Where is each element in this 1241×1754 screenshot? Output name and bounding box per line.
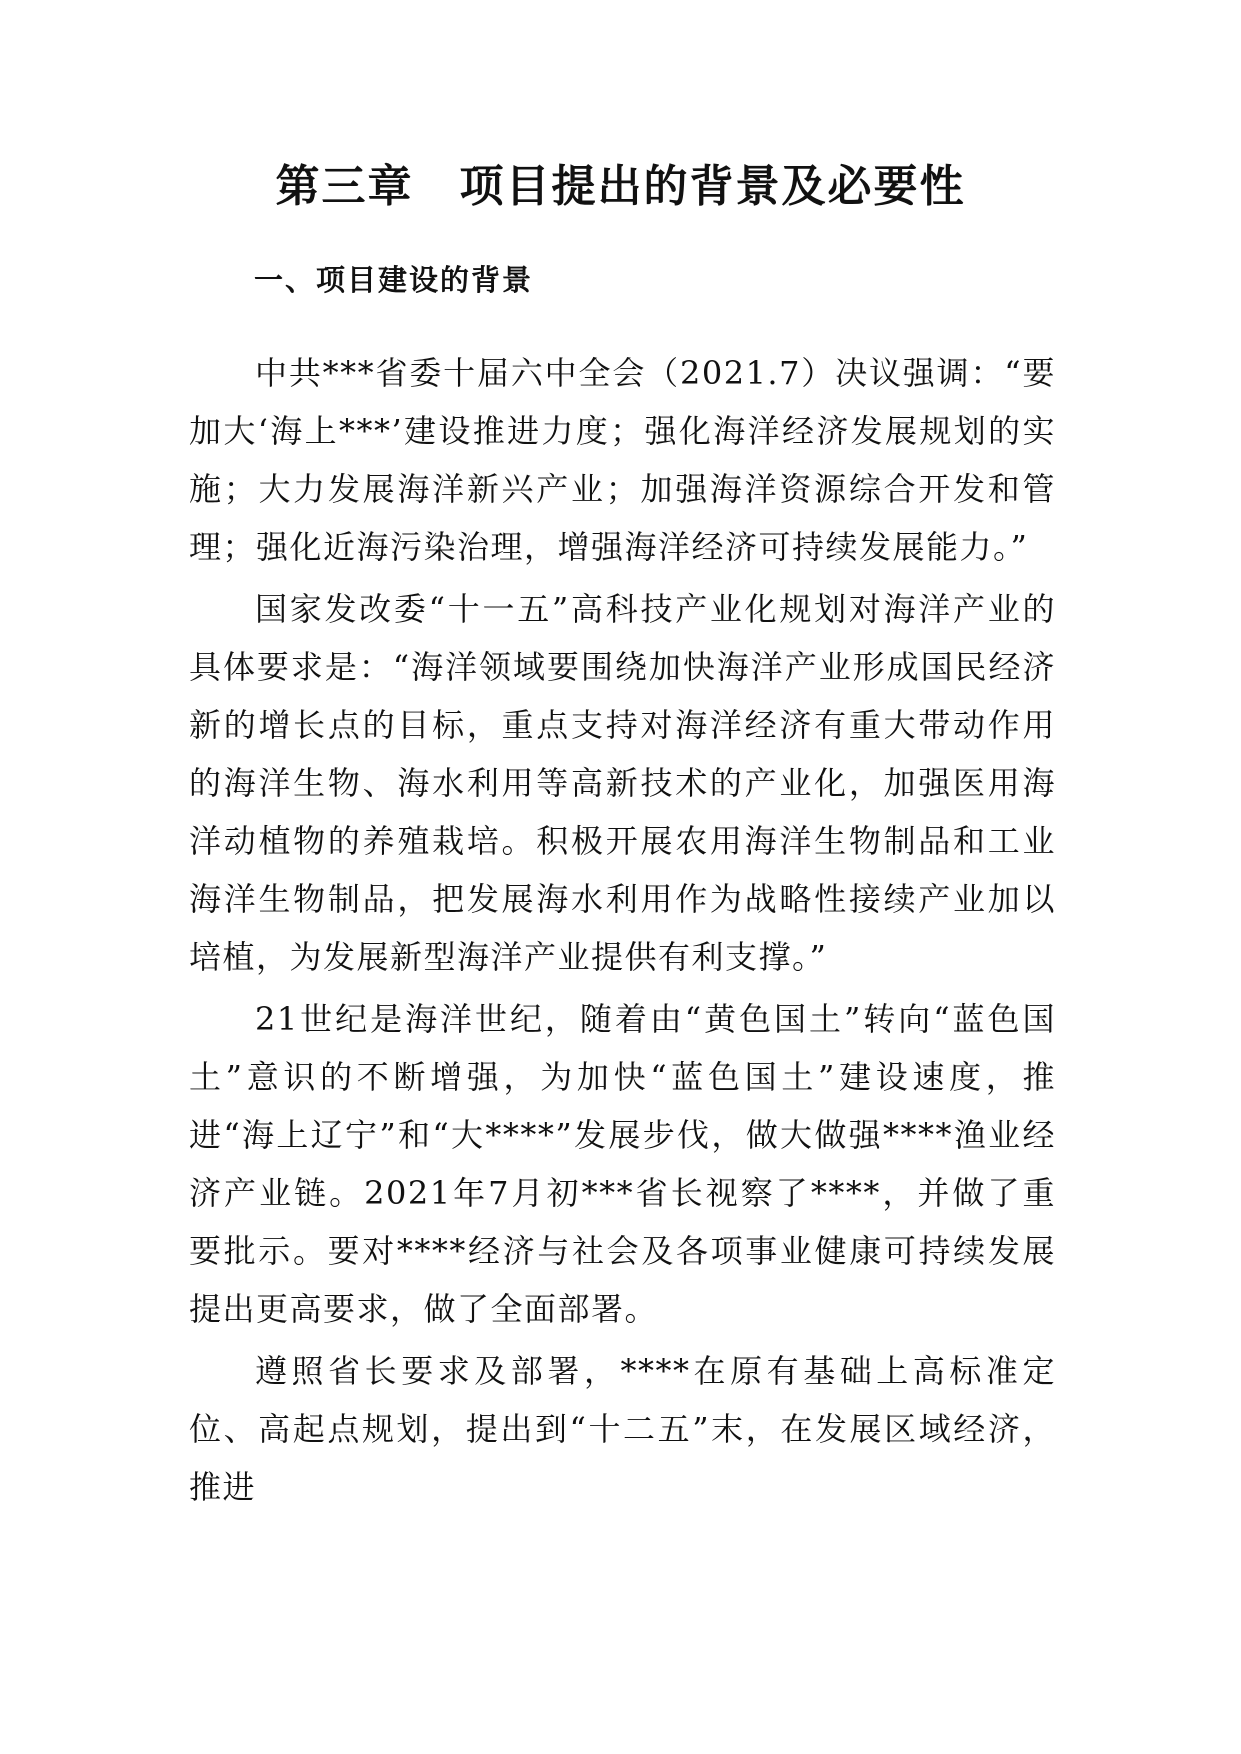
chapter-title: 第三章 项目提出的背景及必要性	[275, 161, 966, 212]
section-heading: 一、项目建设的背景	[254, 263, 534, 297]
paragraph-ocean-century: 21世纪是海洋世纪，随着由“黄色国土”转向“蓝色国土”意识的不断增强，为加快“蓝色国土”建设速度，推进“海上辽宁”和“大****”发展步伐，做大做强****渔业经济产业链。2021年7月初***省长视察了****，并做了重要批示。要对****经济与社会及各项事业健康可持续发展提出更高要求，做了全面部署。	[189, 1000, 1056, 1328]
paragraph-ndrc-plan: 国家发改委“十一五”高科技产业化规划对海洋产业的具体要求是：“海洋领域要围绕加快海洋产业形成国民经济新的增长点的目标，重点支持对海洋经济有重大带动作用的海洋生物、海水利用等高新技术的产业化，加强医用海洋动植物的养殖栽培。积极开展农用海洋生物制品和工业海洋生物制品，把发展海水利用作为战略性接续产业加以培植，为发展新型海洋产业提供有利支撑。”	[189, 590, 1056, 976]
paragraph-governor-directive: 遵照省长要求及部署，****在原有基础上高标准定位、高起点规划，提出到“十二五”末，在发展区域经济，推进	[189, 1352, 1056, 1506]
paragraph-party-resolution: 中共***省委十届六中全会（2021.7）决议强调：“要加大‘海上***’建设推进力度；强化海洋经济发展规划的实施；大力发展海洋新兴产业；加强海洋资源综合开发和管理；强化近海污染治理，增强海洋经济可持续发展能力。”	[189, 354, 1056, 566]
body-text	[189, 344, 1056, 1520]
